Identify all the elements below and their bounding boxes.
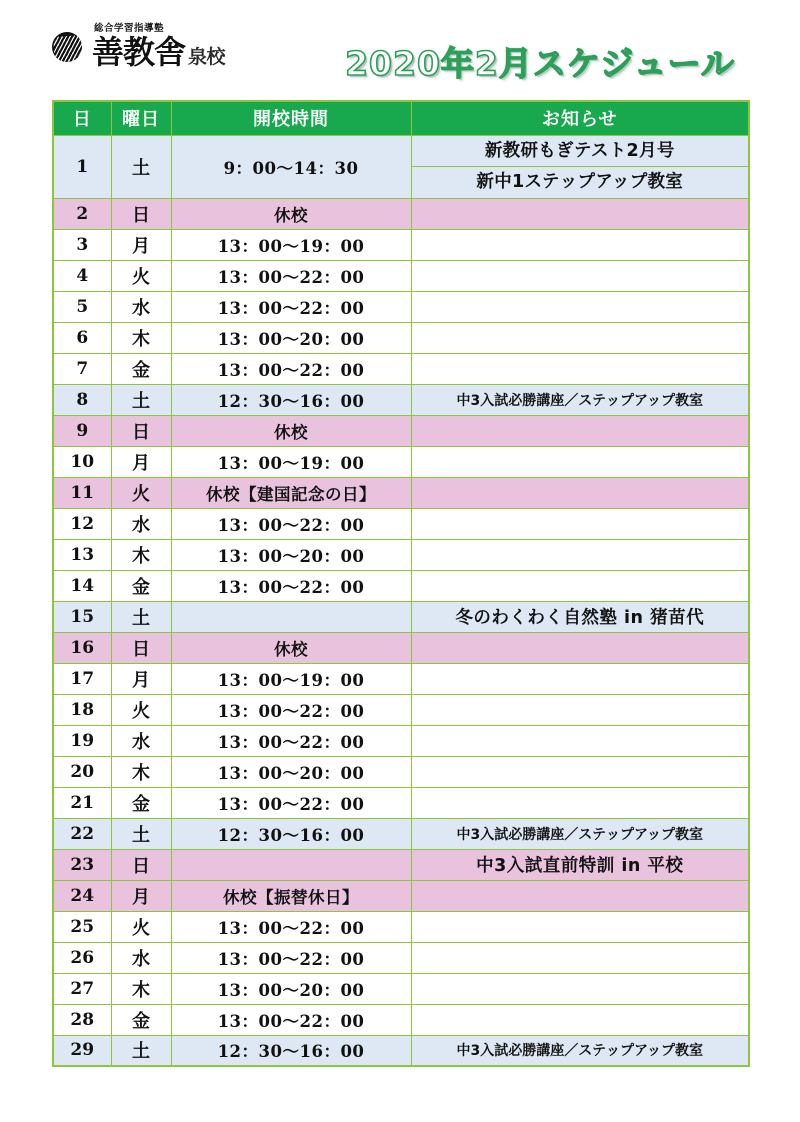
cell-dow: 日 xyxy=(111,198,171,229)
table-row xyxy=(53,942,749,973)
cell-day: 18 xyxy=(53,694,111,725)
cell-note xyxy=(411,322,749,353)
cell-time: 休校 xyxy=(171,415,411,446)
cell-time: 13：00〜22：00 xyxy=(171,508,411,539)
table-header-row xyxy=(53,101,749,135)
table-row xyxy=(53,415,749,446)
cell-time xyxy=(171,601,411,632)
cell-time: 12：30〜16：00 xyxy=(171,818,411,849)
cell-dow: 土 xyxy=(111,1035,171,1066)
cell-day: 17 xyxy=(53,663,111,694)
cell-note xyxy=(411,787,749,818)
cell-dow: 木 xyxy=(111,756,171,787)
table-row xyxy=(53,322,749,353)
cell-dow: 日 xyxy=(111,632,171,663)
cell-dow: 月 xyxy=(111,229,171,260)
cell-time: 休校【振替休日】 xyxy=(171,880,411,911)
cell-note: 中3入試直前特訓 in 平校 xyxy=(411,849,749,880)
cell-time: 13：00〜20：00 xyxy=(171,539,411,570)
cell-day: 3 xyxy=(53,229,111,260)
cell-day: 16 xyxy=(53,632,111,663)
cell-note-line: 新中1ステップアップ教室 xyxy=(476,171,684,192)
schedule-table xyxy=(52,100,750,1067)
cell-time: 13：00〜22：00 xyxy=(171,787,411,818)
cell-note xyxy=(411,632,749,663)
cell-time: 13：00〜22：00 xyxy=(171,725,411,756)
cell-day: 1 xyxy=(53,135,111,198)
cell-day: 10 xyxy=(53,446,111,477)
cell-day: 6 xyxy=(53,322,111,353)
table-row xyxy=(53,229,749,260)
cell-dow: 土 xyxy=(111,601,171,632)
table-row xyxy=(53,818,749,849)
cell-dow: 木 xyxy=(111,973,171,1004)
cell-time: 13：00〜22：00 xyxy=(171,353,411,384)
table-row xyxy=(53,663,749,694)
cell-day: 19 xyxy=(53,725,111,756)
logo-school-name: 善教舎 xyxy=(92,32,186,71)
cell-note xyxy=(411,911,749,942)
cell-time: 13：00〜19：00 xyxy=(171,663,411,694)
cell-dow: 金 xyxy=(111,353,171,384)
cell-dow: 日 xyxy=(111,849,171,880)
cell-note: 中3入試必勝講座／ステップアップ教室 xyxy=(411,384,749,415)
cell-note xyxy=(411,756,749,787)
table-row xyxy=(53,973,749,1004)
cell-dow: 水 xyxy=(111,291,171,322)
cell-note: 冬のわくわく自然塾 in 猪苗代 xyxy=(411,601,749,632)
table-row xyxy=(53,1035,749,1066)
cell-note xyxy=(411,539,749,570)
cell-dow: 火 xyxy=(111,477,171,508)
column-header-day: 日 xyxy=(53,101,111,135)
table-row xyxy=(53,601,749,632)
cell-note xyxy=(411,135,749,198)
cell-day: 5 xyxy=(53,291,111,322)
cell-time: 13：00〜22：00 xyxy=(171,570,411,601)
cell-time: 13：00〜22：00 xyxy=(171,1004,411,1035)
cell-note: 中3入試必勝講座／ステップアップ教室 xyxy=(411,818,749,849)
table-row xyxy=(53,508,749,539)
table-row xyxy=(53,880,749,911)
cell-dow: 火 xyxy=(111,694,171,725)
cell-note xyxy=(411,880,749,911)
cell-time: 13：00〜22：00 xyxy=(171,291,411,322)
cell-dow: 木 xyxy=(111,322,171,353)
cell-day: 2 xyxy=(53,198,111,229)
cell-time: 13：00〜20：00 xyxy=(171,973,411,1004)
table-row xyxy=(53,260,749,291)
table-row xyxy=(53,632,749,663)
column-header-time: 開校時間 xyxy=(171,101,411,135)
cell-dow: 金 xyxy=(111,1004,171,1035)
cell-note xyxy=(411,353,749,384)
cell-dow: 金 xyxy=(111,570,171,601)
table-row xyxy=(53,725,749,756)
table-row xyxy=(53,849,749,880)
cell-time: 9：00〜14：30 xyxy=(171,135,411,198)
cell-dow: 月 xyxy=(111,446,171,477)
cell-day: 11 xyxy=(53,477,111,508)
cell-time: 12：30〜16：00 xyxy=(171,1035,411,1066)
cell-note xyxy=(411,1004,749,1035)
cell-time: 13：00〜20：00 xyxy=(171,756,411,787)
school-logo xyxy=(52,23,226,71)
cell-day: 21 xyxy=(53,787,111,818)
cell-day: 24 xyxy=(53,880,111,911)
schedule-table-wrap xyxy=(52,100,748,1067)
table-row xyxy=(53,756,749,787)
cell-time: 13：00〜22：00 xyxy=(171,911,411,942)
cell-time: 休校 xyxy=(171,632,411,663)
cell-day: 12 xyxy=(53,508,111,539)
cell-dow: 土 xyxy=(111,135,171,198)
page-title: 2020年2月スケジュール xyxy=(345,44,735,83)
table-header xyxy=(53,101,749,135)
cell-note xyxy=(411,198,749,229)
cell-note xyxy=(411,973,749,1004)
table-row xyxy=(53,384,749,415)
cell-time: 13：00〜20：00 xyxy=(171,322,411,353)
cell-day: 23 xyxy=(53,849,111,880)
cell-day: 25 xyxy=(53,911,111,942)
column-header-dow: 曜日 xyxy=(111,101,171,135)
table-row xyxy=(53,353,749,384)
cell-day: 22 xyxy=(53,818,111,849)
table-row xyxy=(53,446,749,477)
table-row xyxy=(53,291,749,322)
cell-dow: 土 xyxy=(111,818,171,849)
cell-note xyxy=(411,942,749,973)
cell-note xyxy=(411,570,749,601)
cell-note xyxy=(411,415,749,446)
cell-dow: 水 xyxy=(111,942,171,973)
cell-dow: 木 xyxy=(111,539,171,570)
logo-text xyxy=(92,23,226,71)
logo-branch-name: 泉校 xyxy=(188,45,226,68)
column-header-note: お知らせ xyxy=(411,101,749,135)
cell-day: 7 xyxy=(53,353,111,384)
logo-tagline: 総合学習指導塾 xyxy=(94,23,165,34)
table-row xyxy=(53,539,749,570)
cell-dow: 土 xyxy=(111,384,171,415)
table-row xyxy=(53,477,749,508)
cell-note xyxy=(411,725,749,756)
cell-day: 27 xyxy=(53,973,111,1004)
table-row xyxy=(53,198,749,229)
cell-dow: 水 xyxy=(111,508,171,539)
table-row xyxy=(53,787,749,818)
ball-swoosh-icon xyxy=(52,26,86,66)
cell-day: 26 xyxy=(53,942,111,973)
cell-time: 13：00〜19：00 xyxy=(171,446,411,477)
cell-time: 休校【建国記念の日】 xyxy=(171,477,411,508)
cell-day: 8 xyxy=(53,384,111,415)
cell-note xyxy=(411,446,749,477)
cell-dow: 月 xyxy=(111,663,171,694)
cell-day: 4 xyxy=(53,260,111,291)
cell-day: 13 xyxy=(53,539,111,570)
cell-dow: 火 xyxy=(111,260,171,291)
table-body xyxy=(53,135,749,1066)
cell-time: 13：00〜22：00 xyxy=(171,942,411,973)
cell-day: 28 xyxy=(53,1004,111,1035)
page-header xyxy=(0,0,800,100)
cell-note xyxy=(411,508,749,539)
table-row xyxy=(53,570,749,601)
cell-note xyxy=(411,260,749,291)
cell-note xyxy=(411,229,749,260)
table-row xyxy=(53,1004,749,1035)
cell-time: 13：00〜22：00 xyxy=(171,260,411,291)
cell-time xyxy=(171,849,411,880)
cell-note xyxy=(411,663,749,694)
cell-time: 休校 xyxy=(171,198,411,229)
cell-day: 9 xyxy=(53,415,111,446)
logo-name-row xyxy=(92,32,226,71)
table-row xyxy=(53,694,749,725)
table-row xyxy=(53,135,749,198)
cell-time: 13：00〜22：00 xyxy=(171,694,411,725)
cell-note xyxy=(411,291,749,322)
cell-note-line: 新教研もぎテスト2月号 xyxy=(412,136,749,167)
cell-day: 29 xyxy=(53,1035,111,1066)
cell-dow: 金 xyxy=(111,787,171,818)
cell-dow: 日 xyxy=(111,415,171,446)
cell-note: 中3入試必勝講座／ステップアップ教室 xyxy=(411,1035,749,1066)
cell-dow: 水 xyxy=(111,725,171,756)
cell-day: 20 xyxy=(53,756,111,787)
cell-time: 12：30〜16：00 xyxy=(171,384,411,415)
cell-day: 15 xyxy=(53,601,111,632)
cell-note xyxy=(411,477,749,508)
cell-day: 14 xyxy=(53,570,111,601)
table-row xyxy=(53,911,749,942)
cell-note xyxy=(411,694,749,725)
cell-dow: 月 xyxy=(111,880,171,911)
cell-dow: 火 xyxy=(111,911,171,942)
cell-time: 13：00〜19：00 xyxy=(171,229,411,260)
